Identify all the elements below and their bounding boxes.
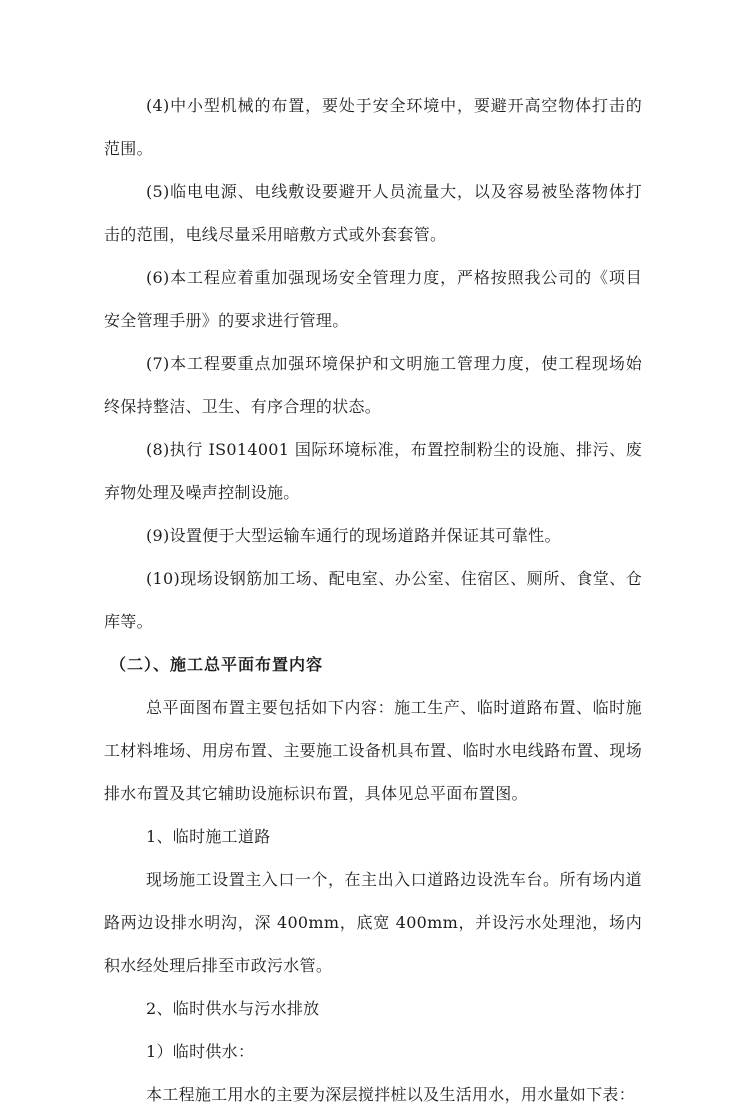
paragraph-item-5: (5)临电电源、电线敷设要避开人员流量大，以及容易被坠落物体打击的范围，电线尽量采用暗敷方式或外套套管。 [104, 182, 642, 244]
paragraph-item-7: (7)本工程要重点加强环境保护和文明施工管理力度，使工程现场始终保持整洁、卫生、有序合理的状态。 [104, 354, 642, 416]
paragraph-item-6: (6)本工程应着重加强现场安全管理力度，严格按照我公司的《项目安全管理手册》的要求进行管理。 [104, 268, 642, 330]
paragraph-item-10: (10)现场设钢筋加工场、配电室、办公室、住宿区、厕所、食堂、仓库等。 [104, 569, 642, 631]
paragraph-overview: 总平面图布置主要包括如下内容：施工生产、临时道路布置、临时施工材料堆场、用房布置、主要施工设备机具布置、临时水电线路布置、现场排水布置及其它辅助设施标识布置，具体见总平面布置图。 [104, 698, 642, 803]
paragraph-item-8: (8)执行 IS014001 国际环境标准，布置控制粉尘的设施、排污、废弃物处理及噪声控制设施。 [104, 440, 642, 502]
subheading-water-sewage: 2、临时供水与污水排放 [146, 999, 320, 1018]
section-heading: （二）、施工总平面布置内容 [110, 655, 324, 674]
paragraph-temp-road: 现场施工设置主入口一个，在主出入口道路边设洗车台。所有场内道路两边设排水明沟，深 400mm，底宽 400mm，并设污水处理池，场内积水经处理后排至市政污水管。 [104, 870, 642, 975]
document-text-body [104, 84, 642, 1116]
subheading-temp-water: 1）临时供水： [146, 1042, 255, 1061]
paragraph-water-usage: 本工程施工用水的主要为深层搅拌桩以及生活用水，用水量如下表： [146, 1085, 636, 1104]
subheading-temp-road: 1、临时施工道路 [146, 827, 271, 846]
paragraph-item-4: (4)中小型机械的布置，要处于安全环境中，要避开高空物体打击的范围。 [104, 96, 642, 158]
paragraph-item-9: (9)设置便于大型运输车通行的现场道路并保证其可靠性。 [146, 526, 561, 545]
